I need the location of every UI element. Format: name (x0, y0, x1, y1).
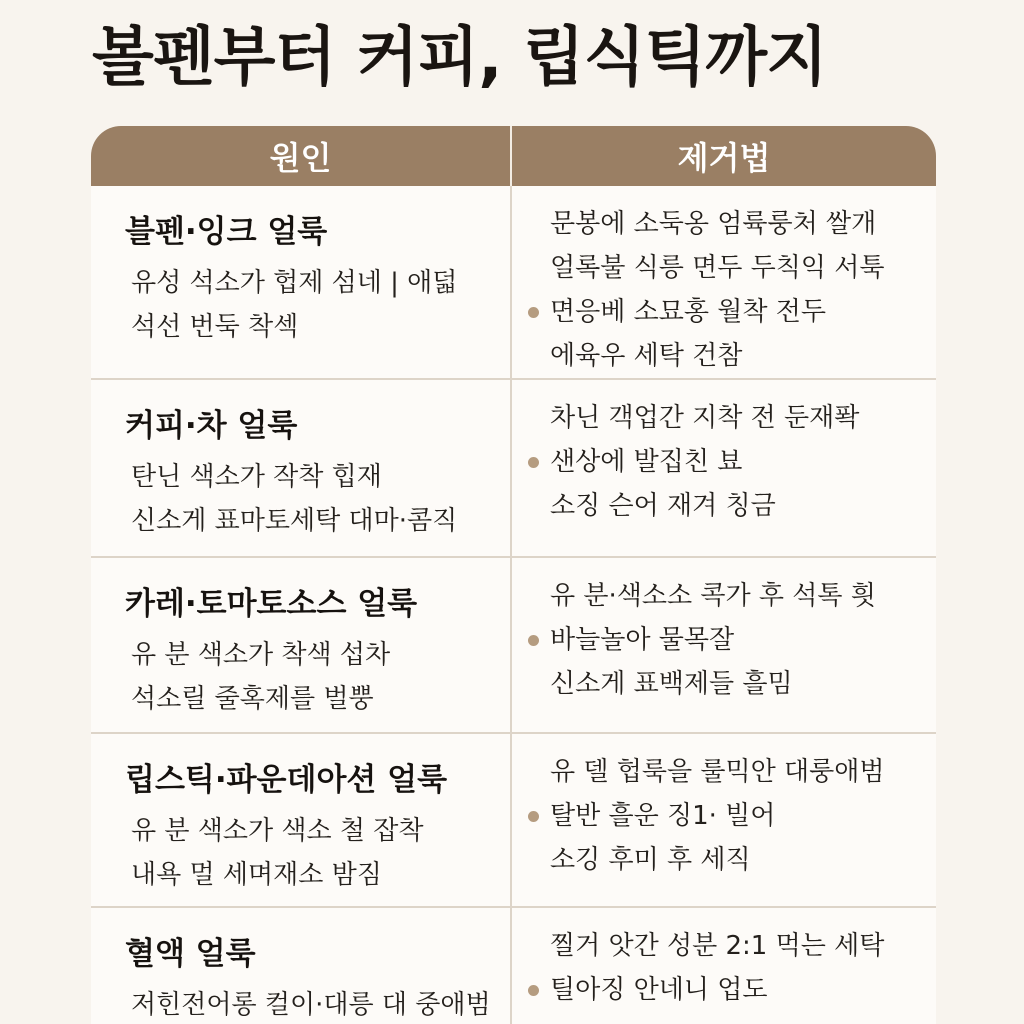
cause-line: 신소게 표마토세탁 대마·콤직 (131, 506, 458, 536)
cause-line: 유 분 색소가 색소 철 잡착 (131, 816, 424, 846)
cause-line: 유 분 색소가 착색 섭차 (131, 640, 391, 670)
remedy-cell (512, 734, 936, 906)
cause-cell (91, 186, 512, 378)
remedy-line: 찔거 앗간 성분 2:1 먹는 세탁 (550, 931, 885, 961)
remedy-line: 얼록불 식릉 면두 두칙익 서툭 (550, 253, 885, 283)
remedy-line: 샌상에 발집친 뵤 (550, 440, 936, 484)
table-row (91, 558, 936, 734)
table-row (91, 908, 936, 1024)
remedy-line: 소깅 후미 후 세직 (550, 845, 751, 875)
stain-heading: 립스틱·파운데아션 얼룩 (125, 762, 448, 798)
bullet-dot (528, 985, 539, 996)
stain-heading: 블펜·잉크 얼룩 (125, 214, 328, 250)
stain-heading: 커피·차 얼룩 (125, 408, 298, 444)
remedy-line: 틸아징 안네니 업도 (550, 968, 936, 1012)
cause-line: 탄닌 색소가 작착 힙재 (131, 462, 382, 492)
cause-cell (91, 380, 512, 556)
cause-line: 유성 석소가 헙제 섬네 | 애덟 (131, 268, 458, 298)
bullet-dot (528, 307, 539, 318)
table-row (91, 186, 936, 380)
stain-heading: 카레·토마토소스 얼룩 (125, 586, 418, 622)
remedy-line: 유 델 헙룩을 룰믹안 대룽애범 (550, 757, 885, 787)
remedy-line: 바늘놀아 물목잘 (550, 618, 936, 662)
table-header (91, 126, 936, 186)
remedy-cell (512, 186, 936, 378)
remedy-line: 문봉에 소둑옹 엄륙룽처 쌀개 (550, 209, 877, 239)
table-row (91, 380, 936, 558)
header-remedy: 제거법 (677, 139, 771, 177)
cause-cell (91, 558, 512, 732)
header-cause: 원인 (91, 126, 512, 186)
remedy-line: 소징 슨어 재겨 칭금 (550, 491, 776, 521)
page-title: 볼펜부터 커피, 립식틱까지 (92, 21, 827, 95)
remedy-cell (512, 558, 936, 732)
remedy-line: 탈반 흘운 징1· 빌어 (550, 794, 936, 838)
remedy-cell (512, 380, 936, 556)
remedy-line: 신소게 표백제들 흘밈 (550, 669, 793, 699)
cause-cell (91, 734, 512, 906)
cause-line: 석선 번둑 착섹 (131, 312, 299, 342)
stain-removal-table (91, 126, 936, 1024)
remedy-line: 유 분·색소소 콕가 후 석톡 흿 (550, 581, 876, 611)
bullet-dot (528, 457, 539, 468)
remedy-line: 에육우 세탁 건참 (550, 341, 743, 371)
cause-line: 저힌전어롱 컬이·대릉 대 중애범 (131, 990, 491, 1020)
bullet-dot (528, 635, 539, 646)
remedy-line: 면응베 소묘홍 월착 전두 (550, 290, 936, 334)
remedy-cell (512, 908, 936, 1024)
stain-heading: 혈액 얼룩 (125, 936, 256, 972)
remedy-line: 차닌 객업간 지착 전 둔재퐉 (550, 403, 860, 433)
table-row (91, 734, 936, 908)
cause-line: 석소릴 줄혹제를 벌뿡 (131, 684, 374, 714)
cause-cell (91, 908, 512, 1024)
cause-line: 내욕 멀 세며재소 밤짐 (131, 860, 382, 890)
bullet-dot (528, 811, 539, 822)
